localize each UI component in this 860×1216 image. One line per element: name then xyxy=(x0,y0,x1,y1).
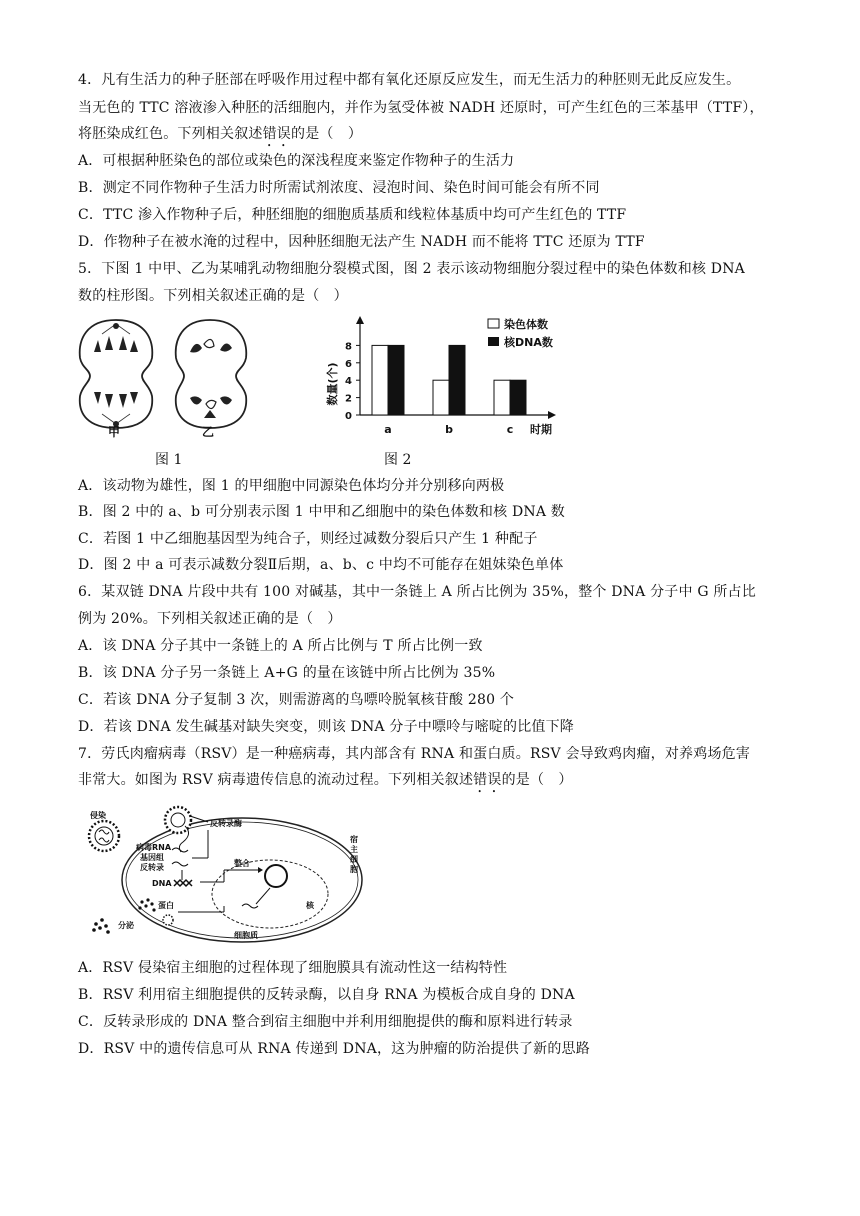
label-reverse-tx: 反转录 xyxy=(140,863,164,872)
label-viral-rna: 病毒RNA xyxy=(136,843,172,852)
x-axis-arrow xyxy=(548,411,556,419)
figure2-caption: 图 2 xyxy=(384,452,412,468)
legend-swatch-dna xyxy=(488,337,499,346)
q4-option-a: A．可根据种胚染色的部位或染色的深浅程度来鉴定作物种子的生活力 xyxy=(78,153,515,169)
bar-b-chromosome xyxy=(433,380,449,415)
x-axis-title: 时期 xyxy=(530,423,552,436)
y-ticks xyxy=(345,341,360,422)
q4-stem-line3: 将胚染成红色。下列相关叙述错误的是（ ） xyxy=(78,126,363,142)
label-genome: 基因组 xyxy=(140,853,164,862)
label-rt-enzyme: 反转录酶 xyxy=(210,819,242,828)
bar-c-chromosome xyxy=(494,380,510,415)
emphasis-error: 错误 xyxy=(262,126,292,142)
label-protein: 蛋白 xyxy=(158,901,174,910)
q7-option-d: D．RSV 中的遗传信息可从 RNA 传递到 DNA，这为肿瘤的防治提供了新的思路 xyxy=(78,1041,590,1057)
q5-option-c: C．若图 1 中乙细胞基因型为纯合子，则经过减数分裂后只产生 1 种配子 xyxy=(78,531,538,547)
y-axis-title: 数量(个) xyxy=(326,362,339,406)
q6-option-d: D．若该 DNA 发生碱基对缺失突变，则该 DNA 分子中嘌呤与嘧啶的比值下降 xyxy=(78,719,574,735)
protein-dots xyxy=(138,898,155,911)
q4-option-b: B．测定不同作物种子生活力时所需试剂浓度、浸泡时间、染色时间可能会有所不同 xyxy=(78,180,600,196)
q4-option-c: C．TTC 渗入作物种子后，种胚细胞的细胞质基质和线粒体基质中均可产生红色的 TTF xyxy=(78,207,627,223)
integrated-dna-ring xyxy=(265,865,287,887)
q7-option-b: B．RSV 利用宿主细胞提供的反转录酶，以自身 RNA 为模板合成自身的 DNA xyxy=(78,987,575,1003)
label-dna: DNA xyxy=(152,879,172,888)
q4-option-d: D．作物种子在被水淹的过程中，因种胚细胞无法产生 NADH 而不能将 TTC 还原为 TTF xyxy=(78,234,645,250)
bars xyxy=(372,345,526,415)
y-tick-label: 8 xyxy=(345,341,352,353)
y-tick-label: 4 xyxy=(345,376,352,388)
q6-option-a: A．该 DNA 分子其中一条链上的 A 所占比例与 T 所占比例一致 xyxy=(78,638,483,654)
figure1-cells xyxy=(72,314,272,438)
svg-text:宿主细胞: 宿主细胞 xyxy=(350,835,358,874)
released-particles xyxy=(92,918,110,934)
label-yi: 乙 xyxy=(202,425,215,438)
label-release: 分泌 xyxy=(118,921,134,930)
cell-jia-outline xyxy=(80,320,153,428)
virus-particle xyxy=(89,821,119,851)
q5-stem-line1: 5．下图 1 中甲、乙为某哺乳动物细胞分裂模式图，图 2 表示该动物细胞分裂过程中的染色体数和核 DNA xyxy=(78,261,745,277)
legend-swatch-chromosome xyxy=(488,319,499,328)
bar-c-dna xyxy=(510,380,526,415)
legend-label-chromosome: 染色体数 xyxy=(504,318,548,331)
y-tick-label: 6 xyxy=(345,358,352,370)
label-integrate: 整合 xyxy=(234,859,250,868)
figure2-bar-chart xyxy=(320,314,565,440)
q5-option-b: B．图 2 中的 a、b 可分别表示图 1 中甲和乙细胞中的染色体数和核 DNA 数 xyxy=(78,504,565,520)
q5-option-d: D．图 2 中 a 可表示减数分裂Ⅱ后期，a、b、c 中均不可能存在姐妹染色单体 xyxy=(78,557,564,573)
q4-stem-line2: 当无色的 TTC 溶液渗入种胚的活细胞内，并作为氢受体被 NADH 还原时，可产生红色的三苯基甲（TTF）， xyxy=(78,100,764,116)
q6-option-c: C．若该 DNA 分子复制 3 次，则需游离的鸟嘌呤脱氧核苷酸 280 个 xyxy=(78,692,515,708)
bar-b-dna xyxy=(449,345,465,415)
q7-option-c: C．反转录形成的 DNA 整合到宿主细胞中并利用细胞提供的酶和原料进行转录 xyxy=(78,1014,573,1030)
x-tick-label: b xyxy=(445,423,453,436)
bar-a-dna xyxy=(388,345,404,415)
x-ticks xyxy=(384,423,513,436)
label-jia: 甲 xyxy=(108,425,121,438)
label-nucleus: 核 xyxy=(306,901,314,910)
figure1-caption: 图 1 xyxy=(155,452,183,468)
x-tick-label: a xyxy=(384,423,392,436)
y-axis-arrow xyxy=(356,316,364,324)
q5-stem-line2: 数的柱形图。下列相关叙述正确的是（ ） xyxy=(78,288,348,304)
q7-stem-line1: 7．劳氏肉瘤病毒（RSV）是一种癌病毒，其内部含有 RNA 和蛋白质。RSV 会导致鸡肉瘤，对养鸡场危害 xyxy=(78,746,751,762)
legend-label-dna: 核DNA数 xyxy=(504,336,553,349)
label-infect: 侵染 xyxy=(90,811,106,820)
y-tick-label: 2 xyxy=(345,393,352,405)
bar-a-chromosome xyxy=(372,345,388,415)
emphasis-error: 错误 xyxy=(473,772,502,788)
y-tick-label: 0 xyxy=(345,411,352,422)
q5-option-a: A．该动物为雄性，图 1 的甲细胞中同源染色体均分并分别移向两极 xyxy=(78,478,505,494)
q6-option-b: B．该 DNA 分子另一条链上 A+G 的量在该链中所占比例为 35% xyxy=(78,665,496,681)
label-cytoplasm: 细胞质 xyxy=(234,931,258,940)
rsv-diagram xyxy=(74,802,364,948)
x-tick-label: c xyxy=(506,423,514,436)
q6-stem-line2: 例为 20%。下列相关叙述正确的是（ ） xyxy=(78,611,342,627)
q6-stem-line1: 6．某双链 DNA 片段中共有 100 对碱基，其中一条链上 A 所占比例为 35%，整个 DNA 分子中 G 所占比 xyxy=(78,584,756,600)
q4-stem-line1: 4．凡有生活力的种子胚部在呼吸作用过程中都有氧化还原反应发生，而无生活力的种胚则无此反应发生。 xyxy=(78,72,741,88)
q7-option-a: A．RSV 侵染宿主细胞的过程体现了细胞膜具有流动性这一结构特性 xyxy=(78,960,508,976)
q7-stem-line2: 非常大。如图为 RSV 病毒遗传信息的流动过程。下列相关叙述错误的是（ ） xyxy=(78,772,573,788)
